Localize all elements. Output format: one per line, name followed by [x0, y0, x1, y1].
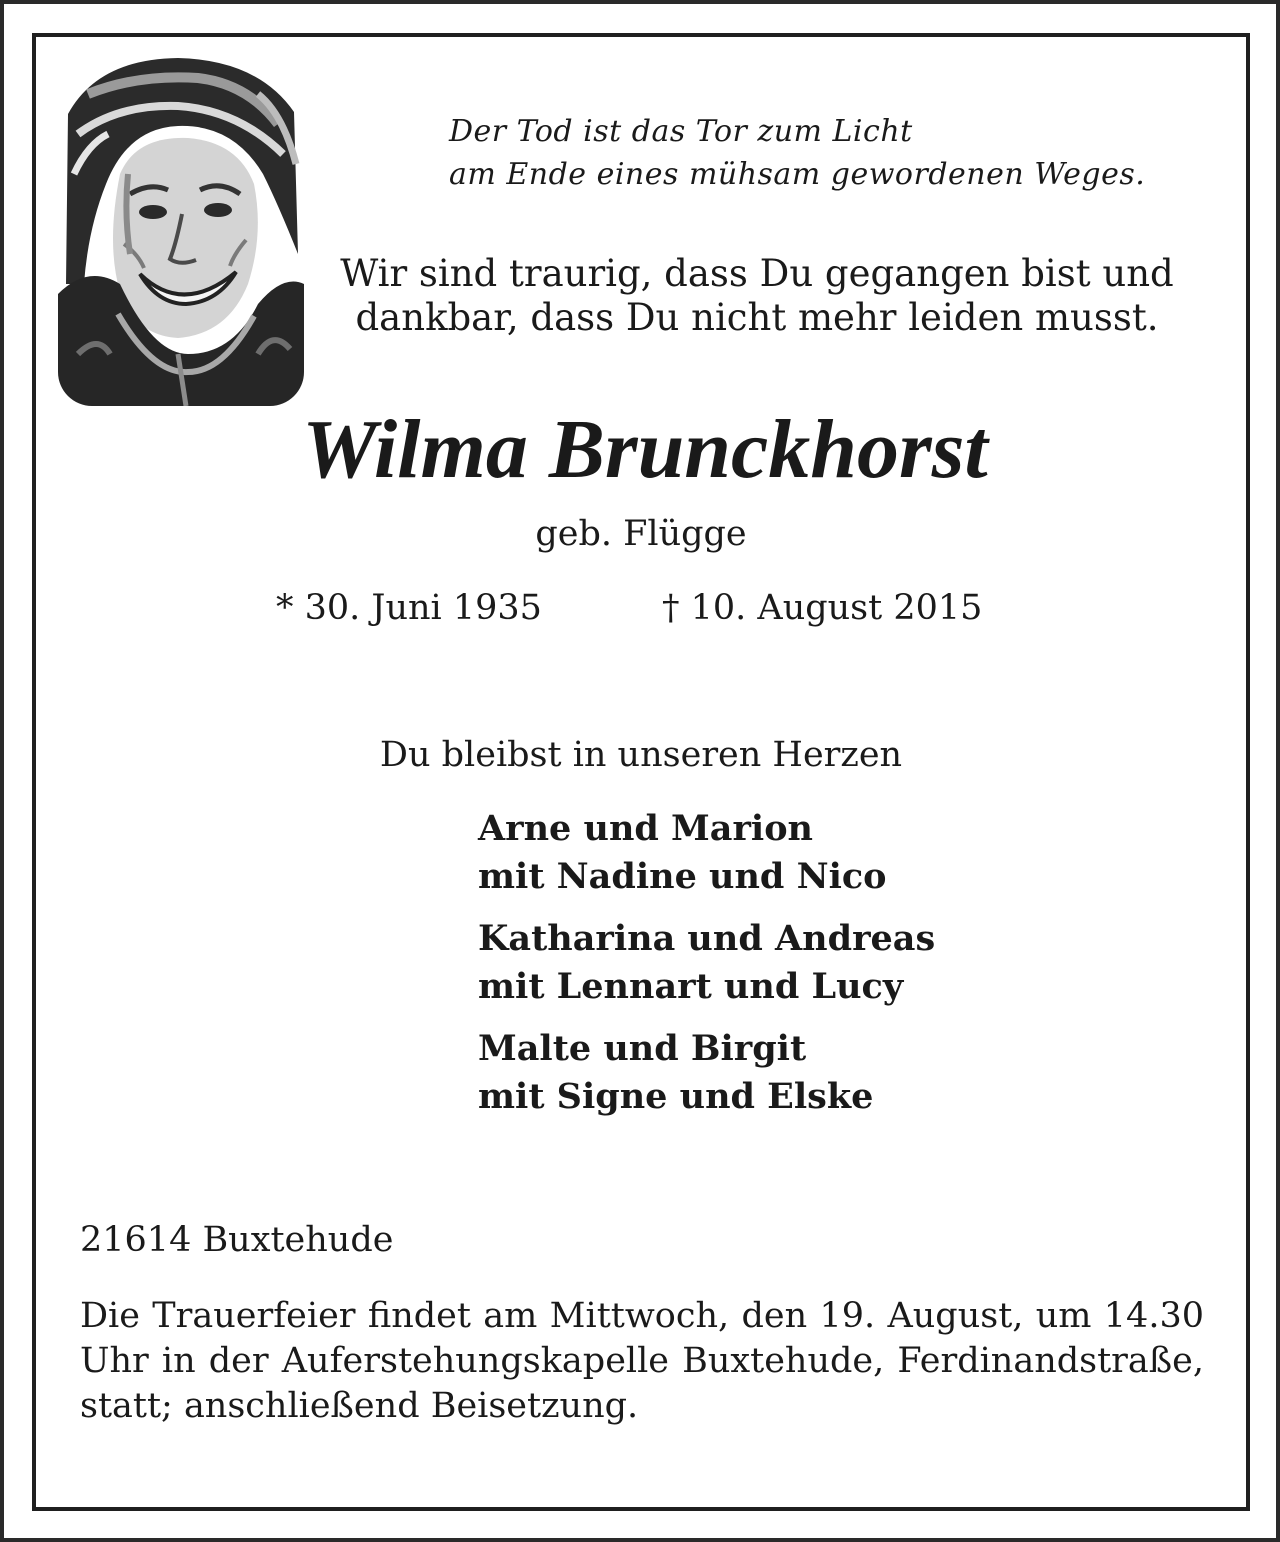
- closing-line: Du bleibst in unseren Herzen: [379, 735, 903, 775]
- birth-date: * 30. Juni 1935: [276, 588, 542, 628]
- deceased-name: Wilma Brunckhorst: [302, 403, 988, 496]
- location: 21614 Buxtehude: [80, 1220, 394, 1260]
- portrait-sketch-icon: [58, 54, 304, 406]
- mourner-line: Arne und Marion: [478, 808, 813, 849]
- mourner-line: mit Nadine und Nico: [478, 856, 887, 897]
- mourners-list: [478, 805, 935, 1135]
- service-notice: Die Trauerfeier findet am Mittwoch, den 19. August, um 14.30 Uhr in der Auferstehungskapelle Buxtehude, Ferdinandstraße, statt; anschließend Beisetzung.: [80, 1296, 1204, 1426]
- mourner-line: Katharina und Andreas: [478, 918, 936, 959]
- mourner-group: [478, 1025, 935, 1121]
- quote-line-2: am Ende eines mühsam gewordenen Weges.: [449, 157, 1146, 192]
- mourner-line: mit Signe und Elske: [478, 1076, 874, 1117]
- mourner-group: [478, 915, 935, 1011]
- mourner-group: [478, 805, 935, 901]
- mourner-line: Malte und Birgit: [478, 1028, 807, 1069]
- sentiment: [312, 252, 1202, 340]
- mourner-line: mit Lennart und Lucy: [478, 966, 904, 1007]
- quote-line-1: Der Tod ist das Tor zum Licht: [449, 114, 913, 149]
- quote: [449, 110, 1145, 196]
- death-date: † 10. August 2015: [662, 588, 983, 628]
- sentiment-line-1: Wir sind traurig, dass Du gegangen bist und: [340, 252, 1174, 295]
- sentiment-line-2: dankbar, dass Du nicht mehr leiden musst.: [355, 296, 1159, 339]
- maiden-name: geb. Flügge: [535, 514, 747, 554]
